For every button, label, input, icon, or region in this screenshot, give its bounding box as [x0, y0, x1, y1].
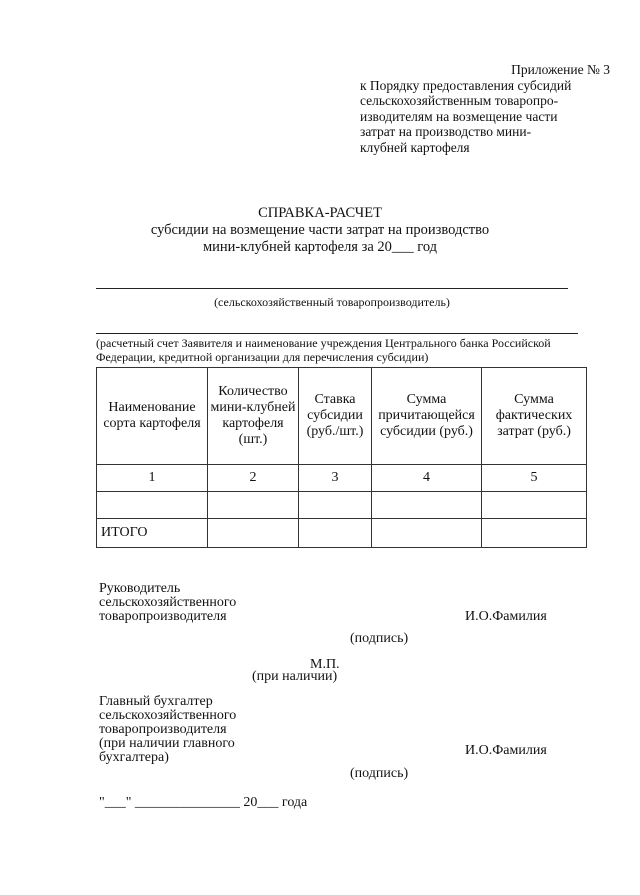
table-row — [97, 492, 587, 519]
subsidy-table — [96, 367, 587, 548]
date-line: "___" _______________ 20___ года — [99, 795, 308, 810]
account-caption-line: (расчетный счет Заявителя и наименование учреждения Центрального банка Российской — [96, 336, 551, 350]
accountant-title-line: бухгалтера) — [99, 750, 169, 765]
accountant-title-line: (при наличии главного — [99, 736, 235, 751]
header-cell: Ставка субсидии (руб./шт.) — [299, 368, 372, 465]
manager-name: И.О.Фамилия — [465, 609, 547, 624]
producer-blank-line — [96, 288, 568, 289]
accountant-title — [99, 695, 236, 765]
table-cell[interactable] — [482, 492, 587, 519]
appendix-note — [360, 62, 610, 155]
manager-signature-caption: (подпись) — [350, 631, 409, 646]
accountant-name: И.О.Фамилия — [465, 743, 547, 758]
header-cell: Наименование сорта картофеля — [97, 368, 208, 465]
total-row — [97, 519, 587, 548]
table-cell[interactable] — [299, 492, 372, 519]
appendix-line: изводителям на возмещение части — [360, 108, 558, 124]
manager-title — [99, 582, 236, 624]
header-cell: Сумма причитающейся субсидии (руб.) — [372, 368, 482, 465]
accountant-title-line: сельскохозяйственного — [99, 708, 237, 723]
account-caption — [96, 336, 596, 364]
table-cell[interactable] — [299, 519, 372, 548]
table-cell[interactable] — [372, 492, 482, 519]
total-label: ИТОГО — [97, 519, 208, 548]
column-number-row — [97, 465, 587, 492]
table-cell[interactable] — [97, 492, 208, 519]
table-cell[interactable] — [482, 519, 587, 548]
header-cell: Сумма фактических затрат (руб.) — [482, 368, 587, 465]
accountant-title-line: Главный бухгалтер — [99, 694, 213, 709]
stamp-note: (при наличии) — [252, 669, 338, 684]
column-number: 2 — [208, 465, 299, 492]
appendix-line: затрат на производство мини- — [360, 124, 532, 139]
table-cell[interactable] — [372, 519, 482, 548]
producer-caption: (сельскохозяйственный товаропроизводитель) — [214, 295, 450, 309]
column-number: 3 — [299, 465, 372, 492]
column-number: 1 — [97, 465, 208, 492]
manager-title-line: товаропроизводителя — [99, 609, 227, 624]
title-line: мини-клубней картофеля за 20___ год — [202, 239, 438, 255]
document-title — [0, 205, 640, 256]
manager-title-line: Руководитель — [99, 581, 181, 596]
accountant-title-line: товаропроизводителя — [99, 722, 227, 737]
column-number: 4 — [372, 465, 482, 492]
account-caption-line: Федерации, кредитной организации для перечисления субсидии) — [96, 350, 429, 364]
table-cell[interactable] — [208, 492, 299, 519]
appendix-line: клубней картофеля — [360, 139, 470, 155]
account-blank-line — [96, 333, 578, 334]
title-line: субсидии на возмещение части затрат на производство — [150, 222, 490, 238]
appendix-line: к Порядку предоставления субсидий — [360, 77, 572, 93]
stamp-label: М.П. — [310, 657, 340, 672]
title-heading: СПРАВКА-РАСЧЕТ — [258, 205, 382, 221]
header-cell: Количество мини-клубней картофеля (шт.) — [208, 368, 299, 465]
table-cell[interactable] — [208, 519, 299, 548]
table-header-row — [97, 368, 587, 465]
accountant-signature-caption: (подпись) — [350, 766, 409, 781]
appendix-line: сельскохозяйственным товаропро- — [360, 93, 559, 108]
appendix-number: Приложение № 3 — [511, 62, 610, 77]
column-number: 5 — [482, 465, 587, 492]
manager-title-line: сельскохозяйственного — [99, 595, 237, 610]
